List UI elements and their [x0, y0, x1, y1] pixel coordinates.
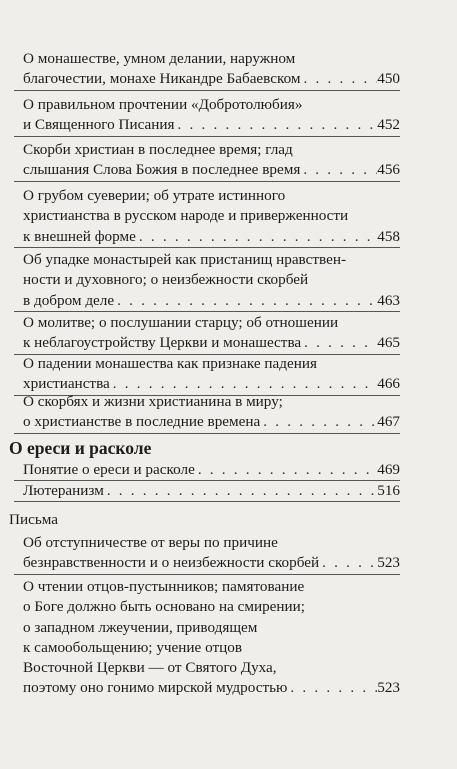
entry-line: и Священного Писания — [23, 116, 175, 134]
entry-line: слышания Слова Божия в последнее время — [23, 161, 301, 179]
dot-leader — [114, 291, 377, 311]
dot-leader — [260, 412, 377, 432]
toc-entry — [14, 140, 400, 182]
entry-line: ности и духовного; о неизбежности скорбей — [23, 271, 309, 289]
dot-leader — [287, 678, 377, 698]
page-number: 523 — [377, 554, 400, 572]
entry-line: в добром деле — [23, 291, 115, 309]
entry-line: благочестии, монахе Никандре Бабаевском — [23, 70, 301, 88]
toc-entry — [14, 577, 400, 699]
entry-line: к внешней форме — [23, 227, 136, 245]
entry-line: О скорбях и жизни христианина в миру; — [23, 393, 283, 410]
entry-line: безнравственности и о неизбежности скорбей — [23, 554, 320, 572]
section-heading: О ереси и расколе — [9, 438, 152, 458]
entry-line: О чтении отцов-пустынников; памятование — [23, 578, 305, 595]
page-number: 469 — [377, 461, 400, 478]
dot-leader — [300, 160, 377, 180]
entry-line: Понятие о ереси и расколе — [23, 461, 195, 478]
toc-entry — [14, 95, 400, 137]
dot-leader — [301, 69, 378, 89]
entry-line: О падении монашества как признаке падения — [23, 355, 317, 372]
page-number: 466 — [377, 375, 400, 393]
toc-entry — [14, 313, 400, 355]
page-number: 523 — [377, 679, 400, 697]
toc-entry — [14, 481, 400, 502]
entry-line: поэтому оно гонимо мирской мудростью — [23, 679, 288, 697]
dot-leader — [136, 227, 377, 247]
page-number: 516 — [377, 482, 400, 499]
entry-line: Об отступничестве от веры по причине — [23, 534, 278, 551]
dot-leader — [301, 333, 377, 353]
entry-line: О молитве; о послушании старцу; об отношении — [23, 314, 339, 331]
entry-line: христианства — [23, 375, 110, 393]
entry-line: Скорби христиан в последнее время; глад — [23, 141, 293, 158]
page-number: 465 — [377, 334, 400, 352]
toc-entry — [14, 533, 400, 575]
dot-leader — [319, 553, 377, 573]
entry-line: Лютеранизм — [23, 482, 104, 499]
entry-line: христианства в русском народе и приверженности — [23, 207, 349, 225]
entry-line: О грубом суеверии; об утрате истинного — [23, 187, 286, 204]
subsection-heading: Письма — [9, 511, 59, 528]
entry-line: О правильном прочтении «Добротолюбия» — [23, 96, 303, 113]
entry-line: Об упадке монастырей как пристанищ нравствен- — [23, 251, 347, 268]
entry-line: о христианстве в последние времена — [23, 413, 261, 431]
entry-line: о западном лжеучении, приводящем — [23, 618, 258, 636]
toc-entry — [14, 186, 400, 248]
toc-entry — [14, 354, 400, 396]
toc-entry — [14, 49, 400, 91]
toc-entry — [14, 250, 400, 312]
dot-leader — [175, 115, 378, 135]
entry-line: Восточной Церкви — от Святого Духа, — [23, 659, 277, 677]
toc-entry — [14, 392, 400, 434]
page-number: 452 — [377, 116, 400, 134]
entry-line: к самообольщению; учение отцов — [23, 638, 243, 656]
page-number: 458 — [377, 227, 400, 245]
dot-leader — [104, 481, 377, 501]
page-number: 467 — [377, 413, 400, 431]
dot-leader — [195, 460, 377, 480]
page-number: 463 — [377, 291, 400, 309]
toc-entry — [14, 460, 400, 481]
entry-line: к неблагоустройству Церкви и монашества — [23, 334, 302, 352]
entry-line: О монашестве, умном делании, наружном — [23, 50, 296, 67]
page-number: 456 — [377, 161, 400, 179]
page-number: 450 — [377, 70, 400, 88]
entry-line: о Боге должно быть основано на смирении; — [23, 598, 306, 616]
